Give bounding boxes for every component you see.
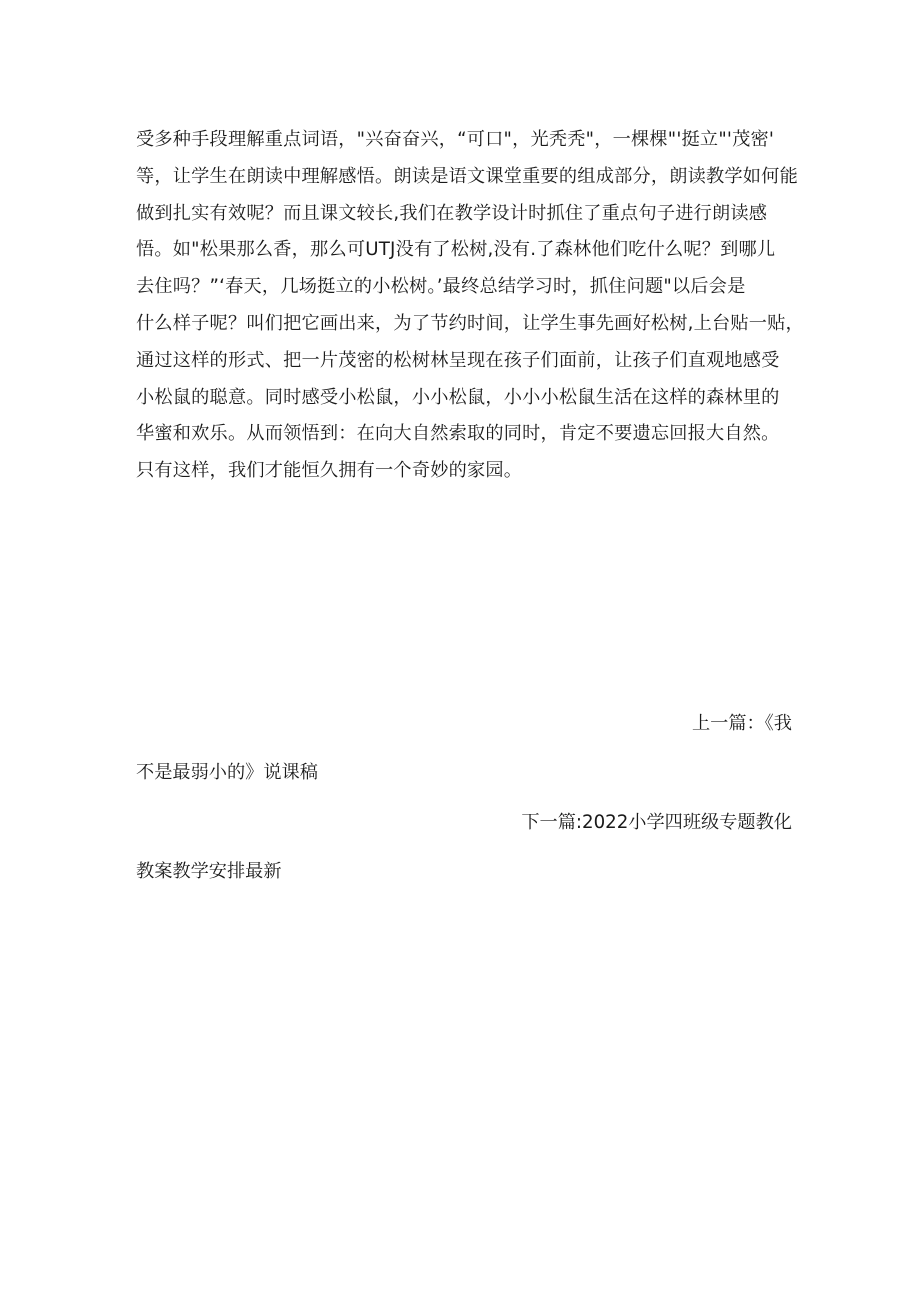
article-line: 做到扎实有效呢？而且课文较长,我们在教学设计时抓住了重点句子进行朗读感 [136,202,768,224]
article-line: 什么样子呢？叫们把它画出来，为了节约时间，让学生事先画好松树,上台贴一贴， [136,312,804,334]
next-article-link-continued[interactable]: 教案教学安排最新 [136,861,282,882]
article-line: 悟。如"松果那么香，那么可UTJ没有了松树,没有.了森林他们吃什么呢？到哪儿 [136,239,776,261]
article-line: 通过这样的形式、把一片茂密的松树林呈现在孩子们面前，让孩子们直观地感受 [136,349,780,371]
article-line: 华蜜和欢乐。从而领悟到：在向大自然索取的同时，肯定不要遗忘回报大自然。 [136,423,780,445]
article-line: 等，让学生在朗读中理解感悟。朗读是语文课堂重要的组成部分，朗读教学如何能 [136,165,798,187]
next-article-link[interactable]: 下一篇:2022小学四班级专题教化 [521,812,792,833]
article-line: 只有这样，我们才能恒久拥有一个奇妙的家园。 [136,460,523,482]
previous-article-link-continued[interactable]: 不是最弱小的》说课稿 [136,762,318,783]
article-line: 小松鼠的聪意。同时感受小松鼠，小小松鼠，小小小松鼠生活在这样的森林里的 [136,386,780,408]
article-line: 受多种手段理解重点词语，"兴奋奋兴，“可口"，光秃秃"，一棵棵"'挺立"'茂密' [136,129,775,150]
article-body [136,122,804,490]
article-line: 去住吗？”‘春天，几场挺立的小松树。’最终总结学习时，抓住问题"以后会是 [136,276,746,298]
previous-article-link[interactable]: 上一篇：《我 [691,713,792,734]
